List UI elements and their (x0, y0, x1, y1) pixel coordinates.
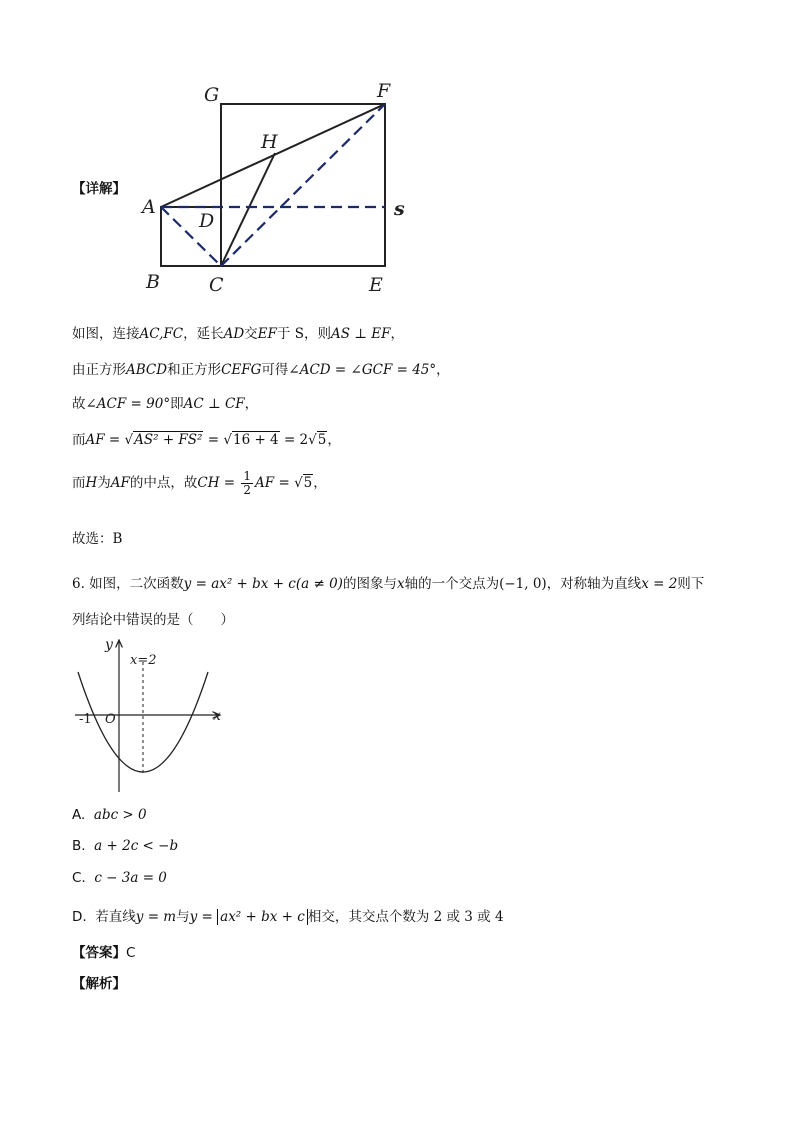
option-letter: D. (72, 909, 87, 925)
symmetry-axis-label: x=2 (130, 653, 157, 668)
math: AD (223, 326, 245, 342)
text: 可得 (261, 362, 289, 378)
text: ，延长 (183, 326, 224, 342)
math: x (396, 576, 405, 592)
math: AC,FC (139, 326, 184, 342)
math: AF = (255, 475, 295, 491)
math: y = (189, 909, 218, 925)
math: 16 + 4 (232, 432, 279, 448)
label-e: E (369, 274, 383, 296)
text: 的图象与 (342, 576, 397, 592)
solution-line-1 (72, 322, 404, 342)
label-f: F (377, 80, 391, 102)
math: a + 2c < −b (94, 838, 179, 854)
math: c − 3a = 0 (94, 870, 167, 886)
option-letter: C. (72, 870, 86, 886)
segment-hc (221, 153, 275, 266)
solution-line-3 (72, 392, 258, 412)
math: CH = (197, 475, 240, 491)
option-a (72, 807, 147, 823)
sqrt-sign: √ (294, 475, 303, 491)
text: 则下 (677, 576, 705, 592)
parabola-figure (70, 632, 230, 797)
text: 和正方形 (167, 362, 222, 378)
text: 即 (170, 396, 184, 412)
math: 5 (303, 475, 313, 491)
solution-line-4 (72, 428, 341, 448)
text: 如图，连接 (72, 326, 140, 342)
text: 由正方形 (72, 362, 126, 378)
fraction-one-half (241, 470, 253, 497)
answer-heading: 【答案】 (72, 945, 126, 961)
text: ，对称轴为直线 (546, 576, 642, 592)
text: 而 (72, 432, 86, 448)
detail-heading: 【详解】 (72, 181, 126, 197)
math-absolute: ax² + bx + c (217, 909, 308, 925)
math: 5 (317, 432, 327, 448)
analysis-heading: 【解析】 (72, 976, 126, 992)
label-d: D (199, 210, 215, 232)
label-g: G (204, 84, 220, 106)
text: ， (327, 432, 341, 448)
label-s: s (394, 198, 405, 220)
math: H (85, 475, 98, 491)
dashed-cf (221, 104, 385, 266)
math: AS² + FS² (134, 432, 203, 448)
text: ， (244, 396, 259, 412)
math: EF (257, 326, 277, 342)
solution-line-5 (72, 470, 327, 497)
math: AF = (85, 432, 125, 448)
label-b: B (146, 271, 160, 293)
numerator: 1 (243, 469, 252, 483)
text: 若直线 (95, 909, 136, 925)
math: ∠ACD = ∠GCF = 45° (288, 362, 437, 378)
solution-line-2 (72, 358, 450, 378)
answer-line (72, 941, 135, 961)
neg-one-label: -1 (79, 712, 92, 727)
text: ， (390, 326, 404, 342)
text: 交 (244, 326, 258, 342)
option-c (72, 870, 167, 886)
math: x = 2 (641, 576, 678, 592)
sqrt-sign: √ (308, 432, 317, 448)
math: (−1, 0) (499, 576, 547, 592)
denominator: 2 (243, 483, 252, 497)
y-axis-label: y (105, 637, 113, 653)
text: 6. 如图，二次函数 (72, 576, 184, 592)
math: abc > 0 (93, 807, 147, 823)
math: AS ⊥ EF (330, 326, 391, 342)
geometry-figure (130, 75, 420, 300)
option-d (72, 905, 504, 925)
x-axis-label: x (213, 708, 221, 724)
text: ， (313, 475, 327, 491)
text: 相交，其交点个数为 2 或 3 或 4 (307, 909, 504, 925)
answer-value: C (126, 945, 136, 961)
option-letter: B. (72, 838, 86, 854)
label-h: H (261, 131, 278, 153)
math: AC ⊥ CF (183, 396, 245, 412)
math: (a ≠ 0) (295, 576, 343, 592)
sqrt-sign: √ (124, 432, 134, 448)
text: 故 (72, 396, 86, 412)
solution-conclusion: 故选：B (72, 531, 123, 547)
text: 于 S，则 (276, 326, 331, 342)
text: 轴的一个交点为 (404, 576, 500, 592)
option-b (72, 838, 178, 854)
text: 而 (72, 475, 86, 491)
math: ABCD (126, 362, 168, 378)
math: y = m (135, 909, 177, 925)
origin-label: O (105, 712, 116, 727)
math: CEFG (221, 362, 262, 378)
math: y = ax² + bx + c (183, 576, 296, 592)
text: 为 (97, 475, 111, 491)
math: = 2 (279, 432, 309, 448)
sqrt-sign: √ (223, 432, 232, 448)
label-a: A (142, 196, 156, 218)
question-6-line-2: 列结论中错误的是（ ） (72, 612, 234, 628)
option-letter: A. (72, 807, 86, 823)
math: ∠ACF = 90° (85, 396, 171, 412)
question-6-line-1 (72, 572, 704, 592)
math: = (203, 432, 224, 448)
text: 的中点，故 (129, 475, 198, 491)
text: 与 (176, 909, 190, 925)
text: ， (436, 362, 450, 378)
label-c: C (209, 274, 224, 296)
math: AF (110, 475, 130, 491)
